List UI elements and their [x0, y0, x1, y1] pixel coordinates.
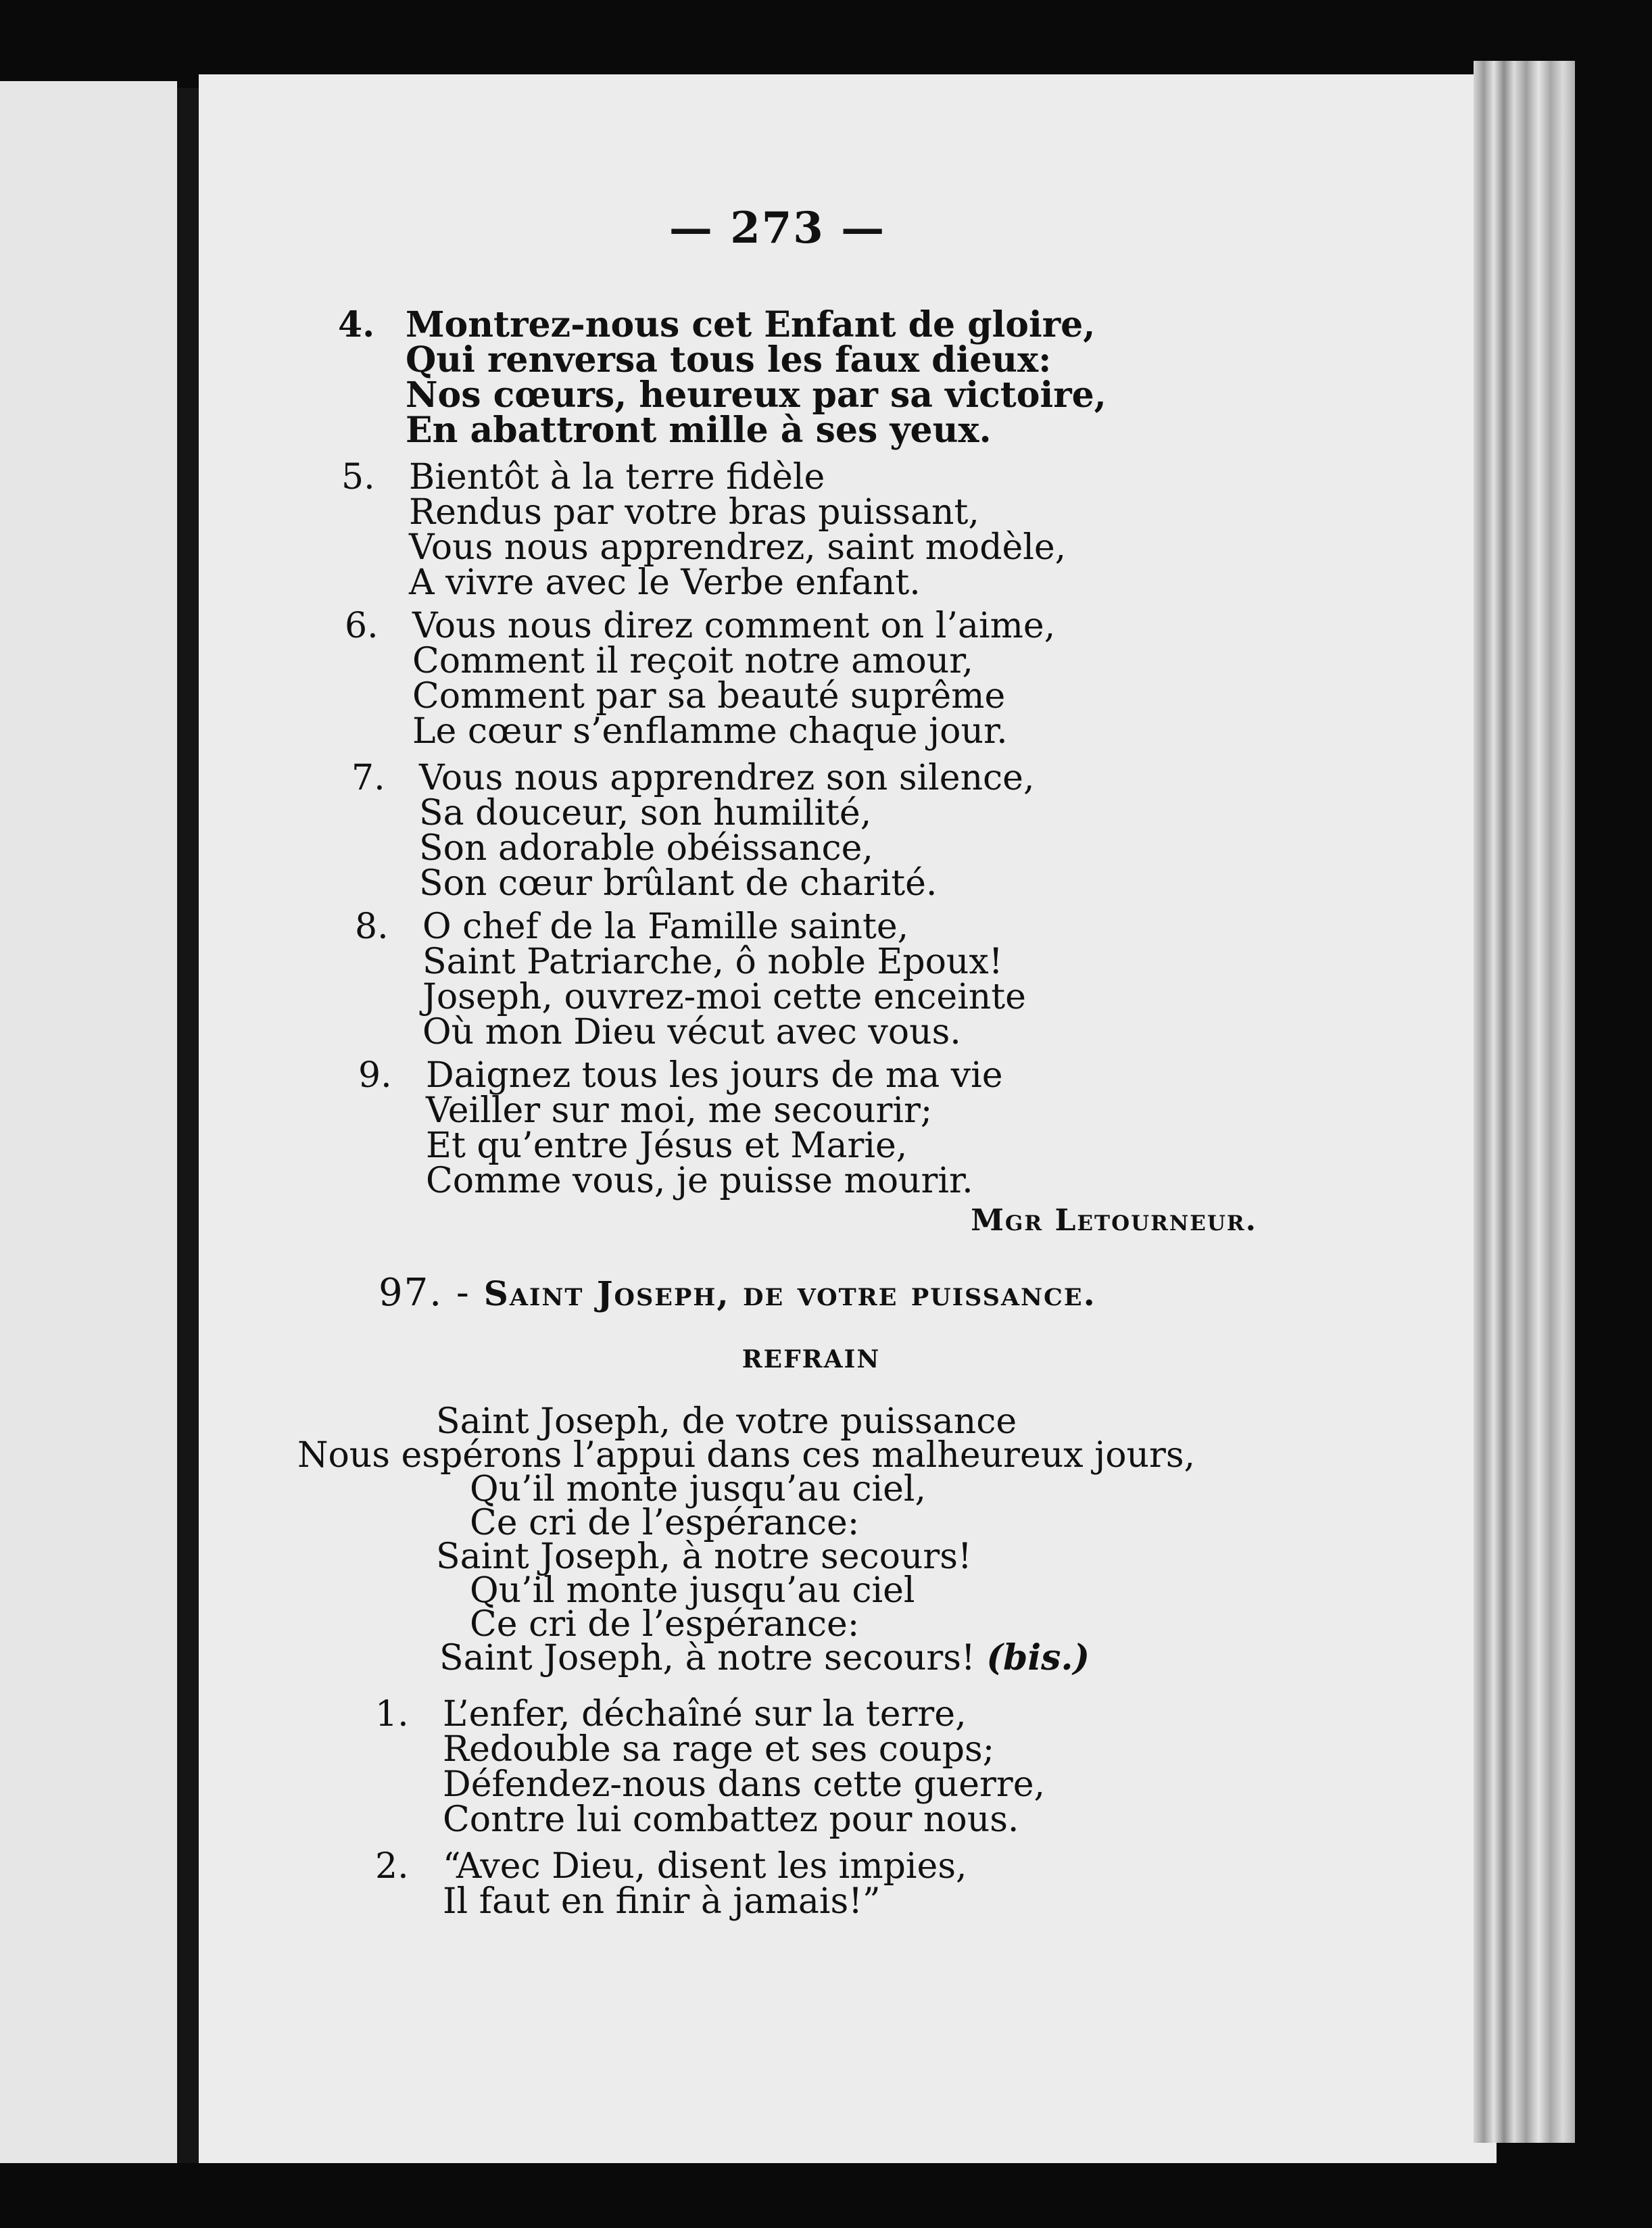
author-signature: Mgr Letourneur.	[971, 1203, 1257, 1238]
refrain-line: Qu’il monte jusqu’au ciel,	[470, 1469, 927, 1509]
verse-line: O chef de la Famille sainte,	[422, 906, 909, 947]
verse-line: Son cœur brûlant de charité.	[419, 863, 938, 904]
verse-line: Le cœur s’enflamme chaque jour.	[412, 711, 1008, 752]
hymn-title-text: Saint Joseph, de votre puissance.	[483, 1274, 1096, 1313]
verse-line: Joseph, ouvrez-moi cette enceinte	[422, 977, 1026, 1017]
stanza-number: 5.	[341, 457, 375, 498]
verse-line: Son adorable obéissance,	[419, 828, 873, 869]
left-page-edge	[0, 81, 177, 2163]
verse-line: Vous nous direz comment on l’aime,	[412, 606, 1056, 646]
verse-line: En abattront mille à ses yeux.	[406, 410, 992, 451]
verse-line: Sa douceur, son humilité,	[419, 793, 872, 833]
refrain-line: Ce cri de l’espérance:	[470, 1604, 860, 1645]
verse-line: Vous nous apprendrez son silence,	[419, 758, 1035, 798]
refrain-line: Saint Joseph, à notre secours!	[436, 1536, 972, 1577]
verse-line: Comme vous, je puisse mourir.	[426, 1161, 973, 1201]
verse-line: Et qu’entre Jésus et Marie,	[426, 1125, 908, 1166]
verse-line: L’enfer, déchaîné sur la terre,	[443, 1694, 967, 1735]
stanza-number: 6.	[345, 606, 379, 646]
verse-line: Redouble sa rage et ses coups;	[443, 1729, 995, 1770]
stanza-number: 4.	[338, 304, 375, 345]
verse-line: “Avec Dieu, disent les impies,	[443, 1846, 967, 1887]
page-stack-edge	[1474, 61, 1575, 2143]
verse-line: Veiller sur moi, me secourir;	[426, 1090, 933, 1131]
verse-line: Contre lui combattez pour nous.	[443, 1799, 1019, 1840]
refrain-line: Ce cri de l’espérance:	[470, 1503, 860, 1543]
stanza-number: 7.	[351, 758, 385, 798]
refrain	[297, 1401, 1196, 1678]
verse-line: Vous nous apprendrez, saint modèle,	[409, 527, 1067, 568]
refrain-line: Qu’il monte jusqu’au ciel	[470, 1570, 915, 1611]
verse-line: Qui renversa tous les faux dieux:	[406, 339, 1052, 381]
refrain-line: Saint Joseph, de votre puissance	[436, 1401, 1017, 1442]
stanza-number: 1.	[375, 1694, 409, 1735]
stanza-number: 9.	[358, 1055, 392, 1096]
verse-line: Saint Patriarche, ô noble Epoux!	[422, 942, 1003, 982]
refrain-line: Nous espérons l’appui dans ces malheureux jours,	[297, 1435, 1196, 1476]
scan-border	[0, 2163, 1652, 2228]
verse-line: Bientôt à la terre fidèle	[409, 457, 825, 498]
verse-line: Défendez-nous dans cette guerre,	[443, 1764, 1046, 1805]
hymn-number: 97. -	[379, 1271, 470, 1315]
verse-line: Comment il reçoit notre amour,	[412, 641, 973, 681]
stanza-number: 2.	[375, 1846, 409, 1887]
hymn-title	[379, 1271, 1271, 1315]
refrain-line: Saint Joseph, à notre secours!	[439, 1638, 975, 1678]
stanza-number: 8.	[355, 906, 389, 947]
book-gutter	[177, 88, 199, 2163]
verse-line: Il faut en finir à jamais!”	[443, 1881, 881, 1922]
verse-line: Nos cœurs, heureux par sa victoire,	[406, 374, 1107, 416]
verse-line: Où mon Dieu vécut avec vous.	[422, 1012, 961, 1052]
verse-line: Montrez-nous cet Enfant de gloire,	[406, 304, 1096, 345]
bis-marker: (bis.)	[986, 1637, 1090, 1678]
verse-line: A vivre avec le Verbe enfant.	[409, 562, 921, 603]
verse-line: Rendus par votre bras puissant,	[409, 492, 979, 533]
page-number: — 273 —	[669, 203, 886, 253]
refrain-label: REFRAIN	[742, 1345, 881, 1374]
verse-line: Comment par sa beauté suprême	[412, 676, 1006, 717]
verse-line: Daignez tous les jours de ma vie	[426, 1055, 1003, 1096]
